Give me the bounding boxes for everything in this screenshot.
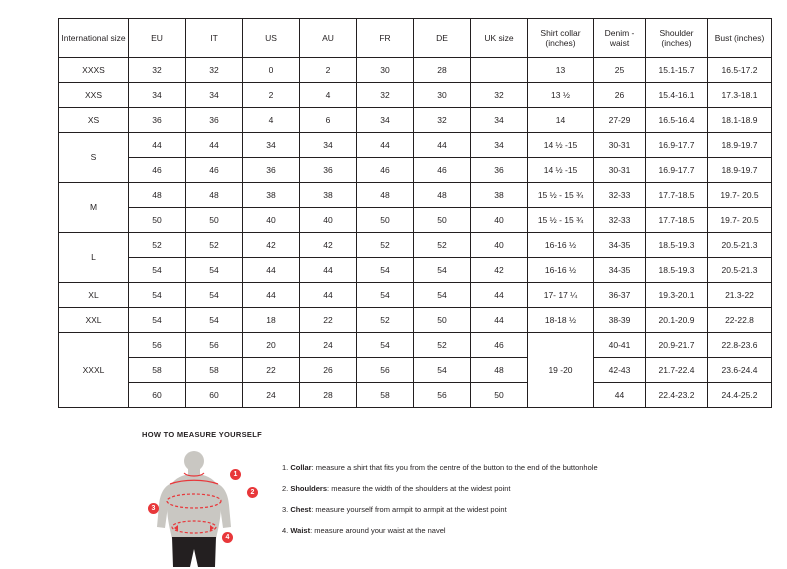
cell-uk: 44: [471, 283, 528, 308]
cell-au: 44: [300, 283, 357, 308]
table-row: [59, 158, 772, 183]
cell-us: 20: [243, 333, 300, 358]
cell-intl-size: M: [59, 183, 129, 233]
torso-figure-svg: [142, 449, 272, 569]
cell-eu: 54: [129, 308, 186, 333]
cell-bust: 20.5-21.3: [708, 233, 772, 258]
cell-us: 38: [243, 183, 300, 208]
cell-it: 50: [186, 208, 243, 233]
cell-de: 44: [414, 133, 471, 158]
cell-denim: 30-31: [594, 158, 646, 183]
cell-fr: 54: [357, 283, 414, 308]
cell-denim: 36-37: [594, 283, 646, 308]
column-header-shirt-collar: Shirt collar (inches): [528, 19, 594, 58]
step-dot-4: .: [286, 526, 291, 536]
table-row: [59, 58, 772, 83]
cell-collar: 14 ½ -15: [528, 158, 594, 183]
measure-step-shoulders: [282, 484, 598, 494]
cell-shoulder: 19.3-20.1: [646, 283, 708, 308]
cell-it: 48: [186, 183, 243, 208]
cell-fr: 54: [357, 258, 414, 283]
measure-body: [142, 449, 762, 569]
cell-fr: 34: [357, 108, 414, 133]
column-header-au: AU: [300, 19, 357, 58]
cell-us: 18: [243, 308, 300, 333]
cell-eu: 44: [129, 133, 186, 158]
cell-uk: 36: [471, 158, 528, 183]
cell-it: 34: [186, 83, 243, 108]
cell-uk: 40: [471, 208, 528, 233]
table-body: [59, 58, 772, 408]
cell-collar: 15 ½ - 15 ¾: [528, 208, 594, 233]
cell-collar: 13: [528, 58, 594, 83]
cell-au: 42: [300, 233, 357, 258]
cell-eu: 52: [129, 233, 186, 258]
cell-it: 54: [186, 308, 243, 333]
cell-it: 60: [186, 383, 243, 408]
cell-eu: 54: [129, 258, 186, 283]
cell-us: 34: [243, 133, 300, 158]
cell-us: 22: [243, 358, 300, 383]
cell-de: 46: [414, 158, 471, 183]
cell-shoulder: 15.1-15.7: [646, 58, 708, 83]
cell-collar: 18-18 ½: [528, 308, 594, 333]
table-row: [59, 258, 772, 283]
cell-bust: 22.8-23.6: [708, 333, 772, 358]
step-text-chest: : measure yourself from armpit to armpit at the widest point: [311, 505, 507, 515]
cell-intl-size: XS: [59, 108, 129, 133]
cell-eu: 60: [129, 383, 186, 408]
cell-fr: 46: [357, 158, 414, 183]
table-header: [59, 19, 772, 58]
cell-us: 44: [243, 283, 300, 308]
cell-bust: 17.3-18.1: [708, 83, 772, 108]
cell-denim: 32-33: [594, 208, 646, 233]
cell-denim: 30-31: [594, 133, 646, 158]
cell-fr: 32: [357, 83, 414, 108]
cell-intl-size: XXL: [59, 308, 129, 333]
cell-de: 50: [414, 208, 471, 233]
cell-au: 4: [300, 83, 357, 108]
step-dot-3: .: [286, 505, 291, 515]
cell-denim: 40-41: [594, 333, 646, 358]
cell-uk: 42: [471, 258, 528, 283]
how-to-measure-section: [142, 430, 762, 569]
cell-shoulder: 16.9-17.7: [646, 158, 708, 183]
step-text-waist: : measure around your waist at the navel: [310, 526, 446, 536]
cell-it: 52: [186, 233, 243, 258]
cell-eu: 46: [129, 158, 186, 183]
cell-collar: 19 -20: [528, 333, 594, 408]
table-row: [59, 183, 772, 208]
cell-au: 36: [300, 158, 357, 183]
cell-bust: 16.5-17.2: [708, 58, 772, 83]
cell-it: 58: [186, 358, 243, 383]
cell-denim: 26: [594, 83, 646, 108]
cell-eu: 50: [129, 208, 186, 233]
column-header-it: IT: [186, 19, 243, 58]
body-figure-illustration: [142, 449, 272, 569]
cell-au: 44: [300, 258, 357, 283]
cell-uk: 44: [471, 308, 528, 333]
cell-bust: 19.7- 20.5: [708, 208, 772, 233]
measure-step-waist: [282, 526, 598, 536]
marker-4-waist: 4: [222, 532, 233, 543]
header-row: [59, 19, 772, 58]
cell-fr: 56: [357, 358, 414, 383]
table-row: [59, 208, 772, 233]
cell-eu: 58: [129, 358, 186, 383]
cell-collar: 14 ½ -15: [528, 133, 594, 158]
cell-bust: 24.4-25.2: [708, 383, 772, 408]
step-number-2: 2: [282, 484, 287, 494]
cell-collar: 15 ½ - 15 ¾: [528, 183, 594, 208]
cell-uk: 40: [471, 233, 528, 258]
cell-eu: 36: [129, 108, 186, 133]
cell-de: 48: [414, 183, 471, 208]
table-row: [59, 133, 772, 158]
cell-intl-size: XL: [59, 283, 129, 308]
cell-au: 26: [300, 358, 357, 383]
step-label-chest: Chest: [290, 505, 312, 515]
marker-3-chest: 3: [148, 503, 159, 514]
cell-denim: 42-43: [594, 358, 646, 383]
cell-de: 54: [414, 283, 471, 308]
step-text-shoulders: : measure the width of the shoulders at the widest point: [327, 484, 511, 494]
step-label-shoulders: Shoulders: [290, 484, 328, 494]
cell-it: 44: [186, 133, 243, 158]
cell-au: 24: [300, 333, 357, 358]
cell-us: 4: [243, 108, 300, 133]
cell-de: 52: [414, 333, 471, 358]
cell-shoulder: 17.7-18.5: [646, 208, 708, 233]
cell-de: 50: [414, 308, 471, 333]
measure-step-collar: [282, 463, 598, 473]
step-label-waist: Waist: [290, 526, 311, 536]
cell-fr: 50: [357, 208, 414, 233]
cell-shoulder: 20.9-21.7: [646, 333, 708, 358]
column-header-bust: Bust (inches): [708, 19, 772, 58]
cell-denim: 25: [594, 58, 646, 83]
cell-de: 28: [414, 58, 471, 83]
section-title: HOW TO MEASURE YOURSELF: [142, 430, 262, 439]
cell-shoulder: 18.5-19.3: [646, 233, 708, 258]
cell-bust: 18.9-19.7: [708, 133, 772, 158]
cell-us: 36: [243, 158, 300, 183]
step-text-collar: : measure a shirt that fits you from the centre of the button to the end of the buttonhole: [311, 463, 598, 472]
cell-eu: 56: [129, 333, 186, 358]
cell-au: 40: [300, 208, 357, 233]
marker-2-shoulders: 2: [247, 487, 258, 498]
cell-shoulder: 21.7-22.4: [646, 358, 708, 383]
cell-us: 42: [243, 233, 300, 258]
table-row: [59, 308, 772, 333]
cell-bust: 23.6-24.4: [708, 358, 772, 383]
cell-intl-size: XXXL: [59, 333, 129, 408]
step-number-1: 1: [282, 463, 287, 472]
cell-uk: 38: [471, 183, 528, 208]
column-header-denim-waist: Denim - waist: [594, 19, 646, 58]
cell-bust: 21.3-22: [708, 283, 772, 308]
step-dot-2: .: [286, 484, 291, 494]
measure-step-chest: [282, 505, 598, 515]
cell-us: 24: [243, 383, 300, 408]
cell-shoulder: 15.4-16.1: [646, 83, 708, 108]
cell-it: 46: [186, 158, 243, 183]
size-chart-table: [58, 18, 772, 408]
cell-denim: 34-35: [594, 258, 646, 283]
cell-uk: 34: [471, 133, 528, 158]
cell-it: 56: [186, 333, 243, 358]
table-row: [59, 333, 772, 358]
cell-us: 44: [243, 258, 300, 283]
cell-fr: 52: [357, 233, 414, 258]
cell-de: 54: [414, 358, 471, 383]
cell-collar: 17- 17 ¼: [528, 283, 594, 308]
cell-fr: 30: [357, 58, 414, 83]
step-number-3: 3: [282, 505, 287, 515]
cell-it: 32: [186, 58, 243, 83]
cell-eu: 54: [129, 283, 186, 308]
cell-collar: 13 ½: [528, 83, 594, 108]
cell-denim: 32-33: [594, 183, 646, 208]
cell-fr: 54: [357, 333, 414, 358]
cell-collar: 14: [528, 108, 594, 133]
cell-au: 38: [300, 183, 357, 208]
cell-fr: 44: [357, 133, 414, 158]
cell-uk: 48: [471, 358, 528, 383]
cell-de: 52: [414, 233, 471, 258]
cell-shoulder: 16.9-17.7: [646, 133, 708, 158]
table-row: [59, 358, 772, 383]
cell-de: 56: [414, 383, 471, 408]
cell-us: 0: [243, 58, 300, 83]
cell-it: 54: [186, 283, 243, 308]
column-header-uk-size: UK size: [471, 19, 528, 58]
cell-au: 2: [300, 58, 357, 83]
cell-collar: 16-16 ½: [528, 258, 594, 283]
cell-denim: 38-39: [594, 308, 646, 333]
cell-uk: [471, 58, 528, 83]
column-header-international-size: International size: [59, 19, 129, 58]
cell-uk: 50: [471, 383, 528, 408]
cell-collar: 16-16 ½: [528, 233, 594, 258]
cell-au: 22: [300, 308, 357, 333]
table-row: [59, 283, 772, 308]
cell-fr: 52: [357, 308, 414, 333]
cell-fr: 48: [357, 183, 414, 208]
cell-it: 36: [186, 108, 243, 133]
cell-intl-size: L: [59, 233, 129, 283]
cell-denim: 27-29: [594, 108, 646, 133]
column-header-shoulder: Shoulder (inches): [646, 19, 708, 58]
cell-uk: 46: [471, 333, 528, 358]
cell-eu: 48: [129, 183, 186, 208]
table-row: [59, 83, 772, 108]
step-label-collar: Collar: [290, 463, 312, 472]
cell-it: 54: [186, 258, 243, 283]
column-header-de: DE: [414, 19, 471, 58]
step-number-4: 4: [282, 526, 287, 536]
cell-au: 34: [300, 133, 357, 158]
cell-intl-size: S: [59, 133, 129, 183]
cell-fr: 58: [357, 383, 414, 408]
cell-au: 6: [300, 108, 357, 133]
cell-shoulder: 16.5-16.4: [646, 108, 708, 133]
marker-1-collar: 1: [230, 469, 241, 480]
cell-shoulder: 22.4-23.2: [646, 383, 708, 408]
cell-bust: 22-22.8: [708, 308, 772, 333]
cell-eu: 34: [129, 83, 186, 108]
cell-intl-size: XXS: [59, 83, 129, 108]
cell-bust: 18.9-19.7: [708, 158, 772, 183]
cell-denim: 44: [594, 383, 646, 408]
cell-shoulder: 17.7-18.5: [646, 183, 708, 208]
table-row: [59, 383, 772, 408]
cell-de: 54: [414, 258, 471, 283]
cell-bust: 19.7- 20.5: [708, 183, 772, 208]
cell-us: 40: [243, 208, 300, 233]
column-header-us: US: [243, 19, 300, 58]
column-header-fr: FR: [357, 19, 414, 58]
cell-bust: 20.5-21.3: [708, 258, 772, 283]
cell-us: 2: [243, 83, 300, 108]
cell-eu: 32: [129, 58, 186, 83]
cell-intl-size: XXXS: [59, 58, 129, 83]
table-row: [59, 233, 772, 258]
cell-shoulder: 20.1-20.9: [646, 308, 708, 333]
cell-de: 32: [414, 108, 471, 133]
cell-de: 30: [414, 83, 471, 108]
step-dot-1: .: [286, 463, 291, 472]
cell-au: 28: [300, 383, 357, 408]
cell-uk: 34: [471, 108, 528, 133]
cell-shoulder: 18.5-19.3: [646, 258, 708, 283]
column-header-eu: EU: [129, 19, 186, 58]
cell-bust: 18.1-18.9: [708, 108, 772, 133]
table-row: [59, 108, 772, 133]
cell-uk: 32: [471, 83, 528, 108]
measure-steps-list: [282, 463, 598, 548]
cell-denim: 34-35: [594, 233, 646, 258]
